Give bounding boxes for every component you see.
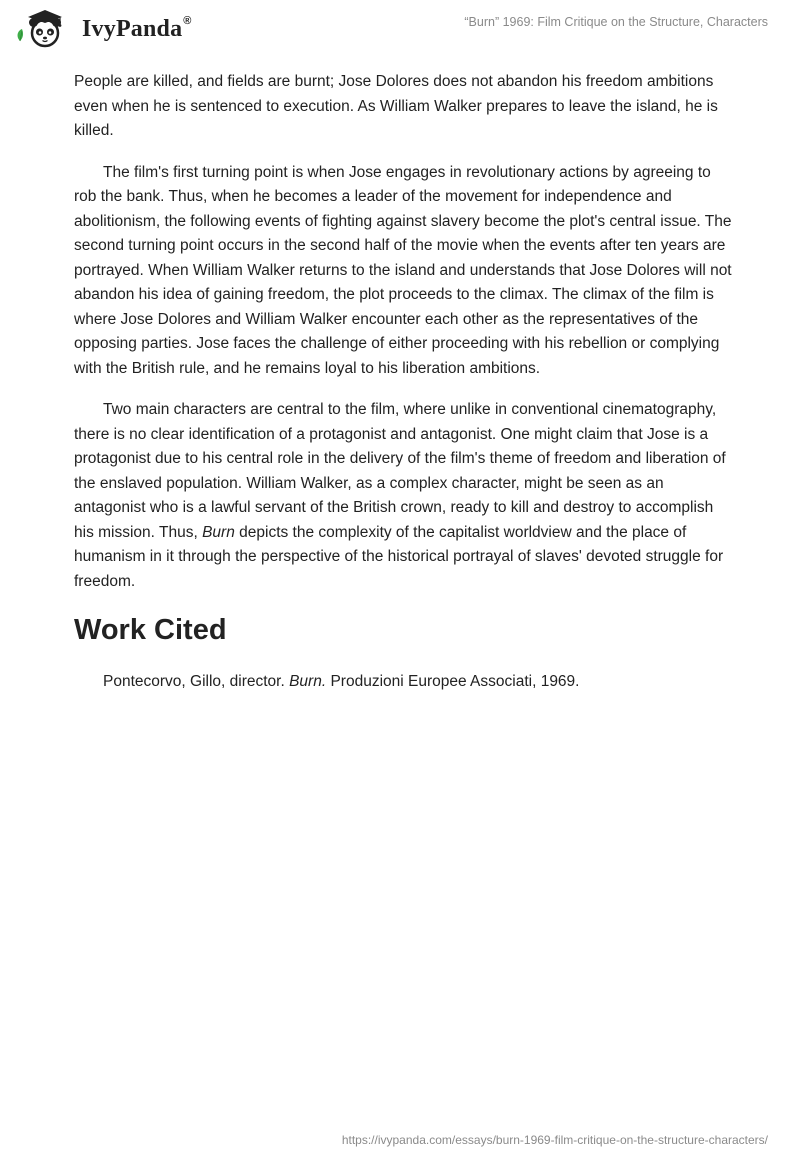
paragraph-3 xyxy=(74,398,734,594)
paragraph-text: depicts the complexity of the capitalist worldview and the place of humanism in it through the perspective of the historical portrayal of slaves' devoted struggle for freedom. xyxy=(74,523,724,590)
citation-publisher: Produzioni Europee Associati, 1969. xyxy=(326,673,580,690)
page-header xyxy=(0,0,800,60)
citation-title: Burn. xyxy=(289,673,327,690)
paragraph-text: People are killed, and fields are burnt; Jose Dolores does not abandon his freedom ambitions even when he is sentenced to execution. As William Walker prepares to leave the island, he is killed. xyxy=(74,73,718,139)
film-title-italic: Burn xyxy=(202,523,235,541)
essay-body xyxy=(74,70,734,712)
paragraph-text: The film's first turning point is when Jose engages in revolutionary actions by agreeing to rob the bank. Thus, when he becomes a leader of the movement for independence and abolitionism, the following events of fighting against slavery become the plot's central issue. The second turning point occurs in the second half of the movie when the events after ten years are portrayed. When William Walker returns to the island and understands that Jose Dolores will not abandon his idea of gaining freedom, the plot proceeds to the climax. The climax of the film is where Jose Dolores and William Walker encounter each other as the representatives of the opposing parties. Jose faces the challenge of either proceeding with his rebellion or complying with the British rule, and he remains loyal to his liberation ambitions. xyxy=(74,163,732,377)
running-title: “Burn” 1969: Film Critique on the Structure, Characters xyxy=(464,15,768,29)
paragraph-1 xyxy=(74,70,734,144)
paragraph-2 xyxy=(74,161,734,382)
citation-author: Pontecorvo, Gillo, director. xyxy=(103,673,290,690)
panda-graduate-icon xyxy=(14,9,76,49)
source-url[interactable]: https://ivypanda.com/essays/burn-1969-film-critique-on-the-structure-characters/ xyxy=(341,1133,768,1147)
works-cited-heading: Work Cited xyxy=(74,614,227,646)
brand-name: IvyPanda® xyxy=(82,15,192,42)
paragraph-text: Two main characters are central to the film, where unlike in conventional cinematography, there is no clear identification of a protagonist and antagonist. One might claim that Jose is a protagonist due to his central role in the delivery of the film's theme of freedom and liberation of the enslaved population. William Walker, as a complex character, might be seen as an antagonist who is a lawful servant of the British crown, ready to kill and destroy to accomplish his mission. Thus, xyxy=(74,401,726,541)
ivypanda-logo[interactable] xyxy=(14,9,192,49)
citation-entry xyxy=(74,670,734,695)
